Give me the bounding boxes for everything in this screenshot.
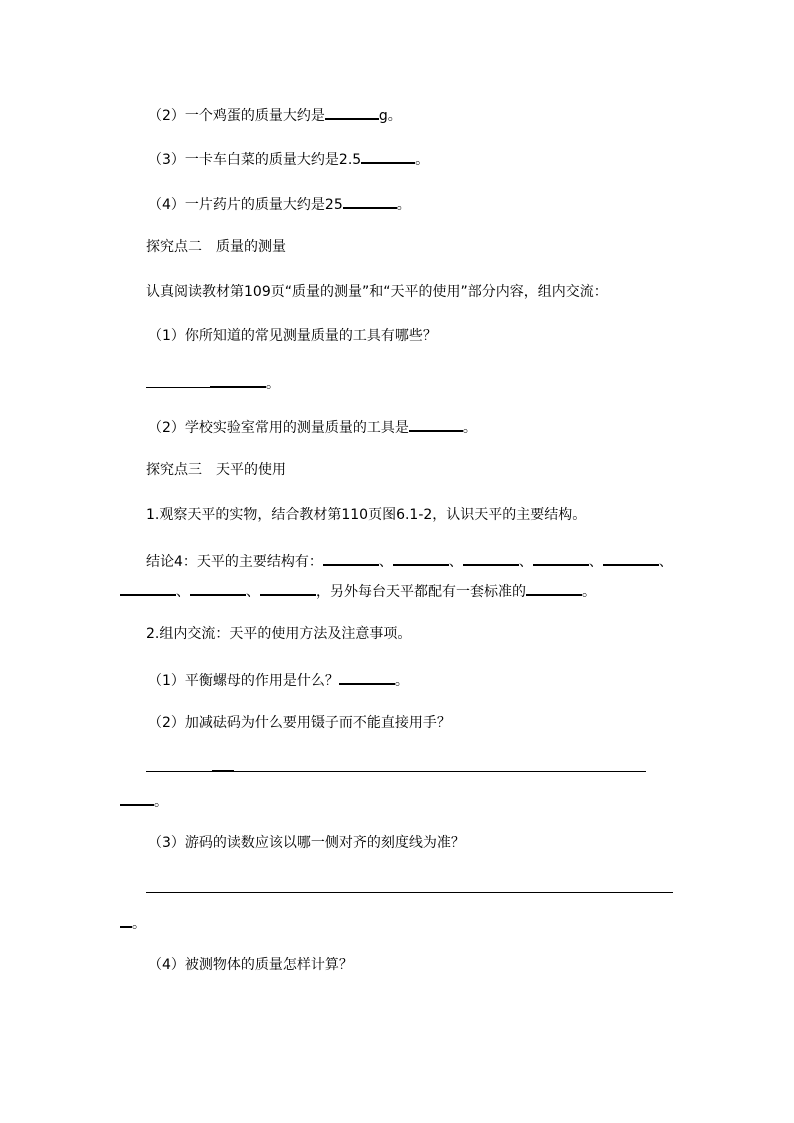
answer-blank[interactable] bbox=[339, 669, 395, 685]
answer-line-rider-end: 。 bbox=[120, 912, 146, 933]
question-common-tools: （1）你所知道的常见测量质量的工具有哪些？ bbox=[148, 328, 437, 344]
answer-blank[interactable] bbox=[146, 373, 210, 388]
conclusion-4-line-1: 结论4：天平的主要结构有： 、 、 、 、 、 bbox=[146, 550, 673, 571]
question-egg-mass: （2）一个鸡蛋的质量大约是 g。 bbox=[148, 104, 402, 125]
section-heading-balance-use: 探究点三 天平的使用 bbox=[146, 462, 286, 478]
section-heading-measurement: 探究点二 质量的测量 bbox=[146, 239, 286, 255]
answer-blank[interactable] bbox=[120, 790, 154, 806]
conclusion-4-line-2: 、 、 ，另外每台天平都配有一套标准的 。 bbox=[120, 580, 596, 601]
answer-blank[interactable] bbox=[343, 193, 397, 209]
answer-blank[interactable] bbox=[190, 580, 246, 596]
answer-line-tweezers-end: 。 bbox=[120, 790, 168, 811]
answer-blank[interactable] bbox=[210, 372, 266, 388]
answer-blank[interactable] bbox=[361, 148, 415, 164]
question-rider-reading: （3）游码的读数应该以哪一侧对齐的刻度线为准？ bbox=[148, 835, 465, 851]
answer-rule-bold-segment bbox=[212, 770, 234, 772]
answer-rule[interactable] bbox=[146, 892, 673, 893]
question-tweezers: （2）加减砝码为什么要用镊子而不能直接用手？ bbox=[148, 715, 451, 731]
item-group-discussion: 2.组内交流：天平的使用方法及注意事项。 bbox=[146, 626, 412, 642]
answer-blank[interactable] bbox=[603, 550, 659, 566]
answer-blank[interactable] bbox=[526, 580, 582, 596]
question-mass-calculation: （4）被测物体的质量怎样计算？ bbox=[148, 957, 353, 973]
answer-blank[interactable] bbox=[409, 416, 463, 432]
answer-blank[interactable] bbox=[533, 550, 589, 566]
answer-blank[interactable] bbox=[120, 580, 176, 596]
answer-line-common-tools: 。 bbox=[146, 372, 280, 393]
reading-instruction: 认真阅读教材第109页“质量的测量”和“天平的使用”部分内容，组内交流： bbox=[146, 284, 608, 300]
answer-blank[interactable] bbox=[260, 580, 316, 596]
answer-blank[interactable] bbox=[323, 550, 379, 566]
answer-blank[interactable] bbox=[120, 912, 132, 928]
answer-blank[interactable] bbox=[393, 550, 449, 566]
question-cabbage-mass: （3）一卡车白菜的质量大约是2.5 。 bbox=[148, 148, 429, 169]
question-tablet-mass: （4）一片药片的质量大约是25 。 bbox=[148, 193, 411, 214]
question-balance-nut: （1）平衡螺母的作用是什么？ 。 bbox=[148, 669, 409, 690]
answer-blank[interactable] bbox=[325, 104, 379, 120]
answer-blank[interactable] bbox=[463, 550, 519, 566]
item-observe-balance: 1.观察天平的实物，结合教材第110页图6.1-2，认识天平的主要结构。 bbox=[146, 507, 587, 523]
question-lab-tool: （2）学校实验室常用的测量质量的工具是 。 bbox=[148, 416, 477, 437]
